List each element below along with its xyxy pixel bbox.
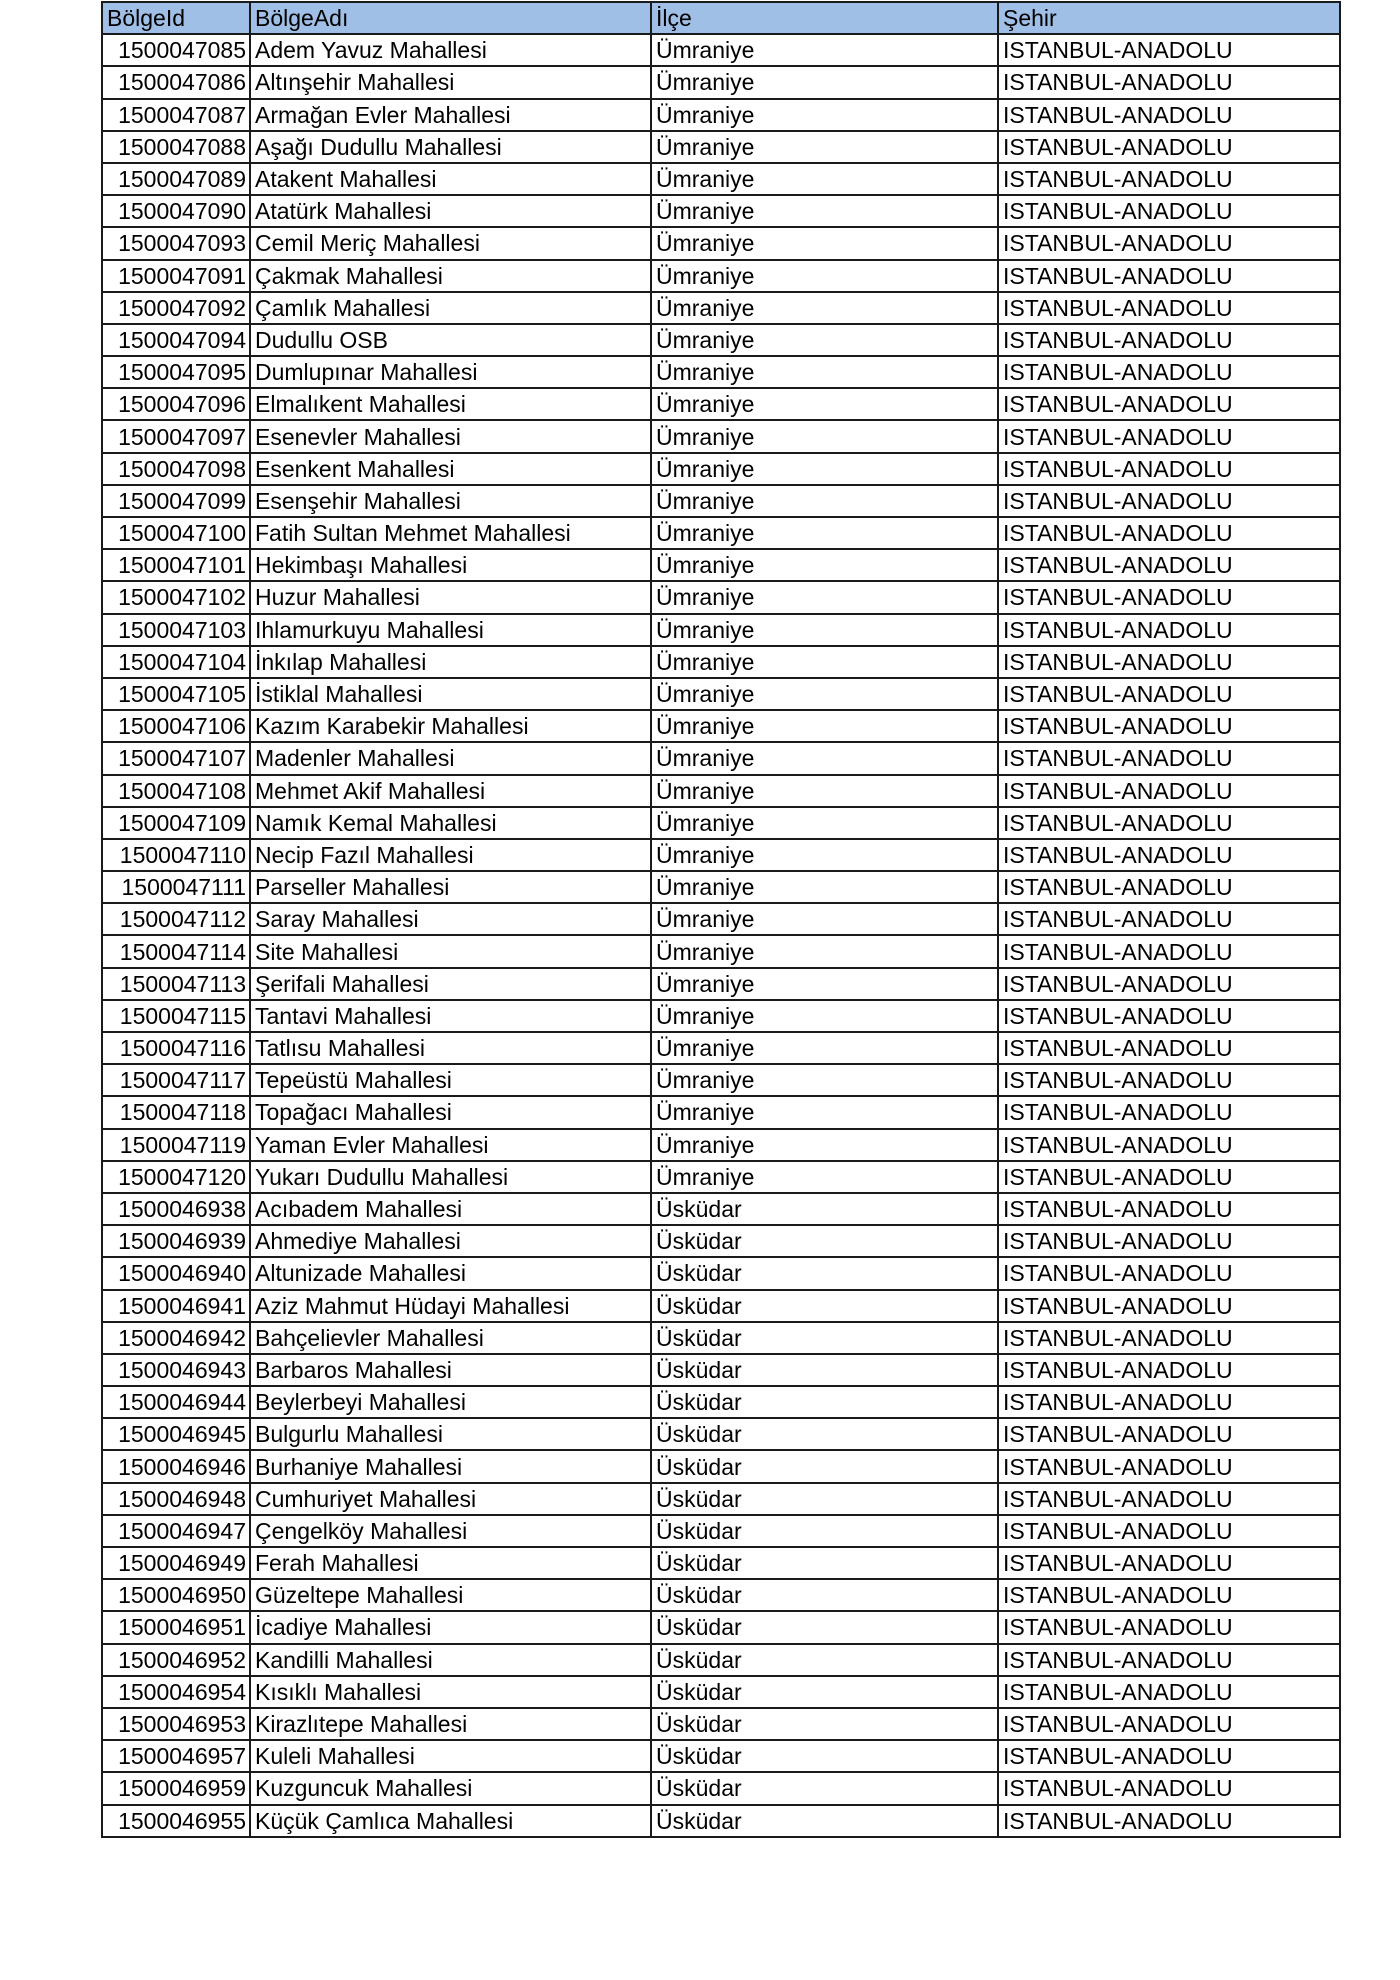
cell-sehir: ISTANBUL-ANADOLU [998,1708,1340,1740]
cell-sehir: ISTANBUL-ANADOLU [998,1772,1340,1804]
cell-bolge-adi: Güzeltepe Mahallesi [250,1579,651,1611]
table-row [102,485,1340,517]
cell-bolge-id: 1500046943 [102,1354,250,1386]
cell-sehir: ISTANBUL-ANADOLU [998,517,1340,549]
cell-bolge-id: 1500047104 [102,646,250,678]
header-bolge-id: BölgeId [102,2,250,34]
table-row [102,1740,1340,1772]
cell-sehir: ISTANBUL-ANADOLU [998,1161,1340,1193]
cell-ilce: Üsküdar [651,1805,998,1837]
cell-bolge-adi: Kandilli Mahallesi [250,1644,651,1676]
table-row [102,163,1340,195]
cell-bolge-id: 1500046946 [102,1450,250,1482]
cell-bolge-id: 1500047117 [102,1064,250,1096]
cell-bolge-adi: Ihlamurkuyu Mahallesi [250,614,651,646]
cell-sehir: ISTANBUL-ANADOLU [998,1354,1340,1386]
cell-sehir: ISTANBUL-ANADOLU [998,710,1340,742]
cell-bolge-adi: Madenler Mahallesi [250,742,651,774]
cell-ilce: Ümraniye [651,324,998,356]
table-row [102,1000,1340,1032]
cell-sehir: ISTANBUL-ANADOLU [998,1193,1340,1225]
cell-ilce: Ümraniye [651,839,998,871]
table-row [102,1708,1340,1740]
cell-ilce: Ümraniye [651,1096,998,1128]
cell-bolge-adi: Topağacı Mahallesi [250,1096,651,1128]
table-row [102,66,1340,98]
table-row [102,968,1340,1000]
cell-bolge-adi: Küçük Çamlıca Mahallesi [250,1805,651,1837]
cell-bolge-adi: Acıbadem Mahallesi [250,1193,651,1225]
cell-ilce: Ümraniye [651,260,998,292]
cell-bolge-adi: Yaman Evler Mahallesi [250,1129,651,1161]
header-ilce: İlçe [651,2,998,34]
cell-bolge-adi: Barbaros Mahallesi [250,1354,651,1386]
cell-bolge-id: 1500047096 [102,388,250,420]
table-row [102,1257,1340,1289]
cell-bolge-adi: Dumlupınar Mahallesi [250,356,651,388]
cell-ilce: Üsküdar [651,1354,998,1386]
table-row [102,517,1340,549]
cell-sehir: ISTANBUL-ANADOLU [998,292,1340,324]
cell-ilce: Ümraniye [651,227,998,259]
cell-ilce: Ümraniye [651,807,998,839]
cell-bolge-id: 1500047108 [102,775,250,807]
cell-sehir: ISTANBUL-ANADOLU [998,420,1340,452]
cell-sehir: ISTANBUL-ANADOLU [998,1547,1340,1579]
header-row [102,2,1340,34]
table-row [102,1611,1340,1643]
cell-bolge-id: 1500047113 [102,968,250,1000]
table-row [102,710,1340,742]
table-row [102,1386,1340,1418]
cell-bolge-id: 1500046945 [102,1418,250,1450]
cell-bolge-id: 1500046949 [102,1547,250,1579]
cell-ilce: Ümraniye [651,549,998,581]
cell-bolge-adi: Elmalıkent Mahallesi [250,388,651,420]
cell-bolge-id: 1500047119 [102,1129,250,1161]
cell-ilce: Ümraniye [651,935,998,967]
cell-bolge-id: 1500046941 [102,1290,250,1322]
cell-ilce: Ümraniye [651,66,998,98]
cell-sehir: ISTANBUL-ANADOLU [998,1257,1340,1289]
cell-ilce: Ümraniye [651,646,998,678]
table-row [102,1161,1340,1193]
cell-bolge-adi: Esenkent Mahallesi [250,453,651,485]
cell-bolge-adi: İnkılap Mahallesi [250,646,651,678]
table-row [102,195,1340,227]
cell-ilce: Ümraniye [651,131,998,163]
table-row [102,1096,1340,1128]
cell-bolge-adi: Fatih Sultan Mehmet Mahallesi [250,517,651,549]
cell-bolge-id: 1500046942 [102,1322,250,1354]
cell-ilce: Üsküdar [651,1676,998,1708]
cell-ilce: Ümraniye [651,517,998,549]
cell-bolge-id: 1500046957 [102,1740,250,1772]
cell-bolge-adi: Aziz Mahmut Hüdayi Mahallesi [250,1290,651,1322]
table-row [102,742,1340,774]
cell-bolge-adi: Esenevler Mahallesi [250,420,651,452]
table-row [102,292,1340,324]
cell-bolge-adi: Altınşehir Mahallesi [250,66,651,98]
table-row [102,34,1340,66]
cell-ilce: Ümraniye [651,742,998,774]
cell-ilce: Ümraniye [651,485,998,517]
cell-bolge-id: 1500046953 [102,1708,250,1740]
cell-bolge-adi: İcadiye Mahallesi [250,1611,651,1643]
cell-sehir: ISTANBUL-ANADOLU [998,260,1340,292]
cell-bolge-adi: Kısıklı Mahallesi [250,1676,651,1708]
cell-sehir: ISTANBUL-ANADOLU [998,935,1340,967]
cell-ilce: Üsküdar [651,1547,998,1579]
cell-sehir: ISTANBUL-ANADOLU [998,227,1340,259]
cell-bolge-adi: Ferah Mahallesi [250,1547,651,1579]
table-row [102,1515,1340,1547]
cell-bolge-adi: Atatürk Mahallesi [250,195,651,227]
cell-ilce: Ümraniye [651,453,998,485]
cell-bolge-adi: Cemil Meriç Mahallesi [250,227,651,259]
table-row [102,549,1340,581]
cell-ilce: Üsküdar [651,1450,998,1482]
cell-bolge-id: 1500047107 [102,742,250,774]
table-row [102,227,1340,259]
table-row [102,1644,1340,1676]
cell-bolge-adi: Beylerbeyi Mahallesi [250,1386,651,1418]
cell-ilce: Ümraniye [651,581,998,613]
cell-bolge-id: 1500047091 [102,260,250,292]
cell-sehir: ISTANBUL-ANADOLU [998,1676,1340,1708]
cell-bolge-adi: Ahmediye Mahallesi [250,1225,651,1257]
cell-ilce: Üsküdar [651,1740,998,1772]
cell-bolge-id: 1500047089 [102,163,250,195]
cell-sehir: ISTANBUL-ANADOLU [998,549,1340,581]
cell-bolge-id: 1500047097 [102,420,250,452]
table-row [102,1354,1340,1386]
cell-sehir: ISTANBUL-ANADOLU [998,356,1340,388]
cell-bolge-adi: Çakmak Mahallesi [250,260,651,292]
cell-bolge-adi: Dudullu OSB [250,324,651,356]
table-row [102,678,1340,710]
cell-bolge-adi: Atakent Mahallesi [250,163,651,195]
cell-ilce: Ümraniye [651,1032,998,1064]
table-row [102,1225,1340,1257]
cell-sehir: ISTANBUL-ANADOLU [998,1515,1340,1547]
table-header [102,2,1340,34]
cell-ilce: Ümraniye [651,356,998,388]
cell-bolge-id: 1500047100 [102,517,250,549]
table-row [102,1290,1340,1322]
cell-sehir: ISTANBUL-ANADOLU [998,1225,1340,1257]
table-row [102,1772,1340,1804]
cell-ilce: Ümraniye [651,195,998,227]
table-row [102,903,1340,935]
cell-ilce: Ümraniye [651,871,998,903]
cell-sehir: ISTANBUL-ANADOLU [998,1096,1340,1128]
table-row [102,356,1340,388]
cell-bolge-id: 1500046950 [102,1579,250,1611]
cell-sehir: ISTANBUL-ANADOLU [998,1064,1340,1096]
cell-bolge-adi: Necip Fazıl Mahallesi [250,839,651,871]
table-row [102,871,1340,903]
cell-ilce: Üsküdar [651,1483,998,1515]
cell-bolge-adi: Bulgurlu Mahallesi [250,1418,651,1450]
cell-sehir: ISTANBUL-ANADOLU [998,1450,1340,1482]
table-row [102,1129,1340,1161]
cell-bolge-adi: Altunizade Mahallesi [250,1257,651,1289]
table-row [102,1547,1340,1579]
cell-ilce: Üsküdar [651,1418,998,1450]
cell-bolge-id: 1500047090 [102,195,250,227]
cell-ilce: Ümraniye [651,1064,998,1096]
cell-bolge-adi: Armağan Evler Mahallesi [250,99,651,131]
cell-ilce: Üsküdar [651,1611,998,1643]
cell-bolge-adi: Tepeüstü Mahallesi [250,1064,651,1096]
cell-bolge-adi: Kuleli Mahallesi [250,1740,651,1772]
cell-ilce: Ümraniye [651,1129,998,1161]
cell-sehir: ISTANBUL-ANADOLU [998,324,1340,356]
cell-sehir: ISTANBUL-ANADOLU [998,1418,1340,1450]
cell-sehir: ISTANBUL-ANADOLU [998,1805,1340,1837]
table-row [102,1064,1340,1096]
cell-ilce: Ümraniye [651,678,998,710]
cell-bolge-id: 1500046954 [102,1676,250,1708]
table-body [102,34,1340,1837]
cell-bolge-id: 1500047115 [102,1000,250,1032]
cell-ilce: Ümraniye [651,99,998,131]
cell-bolge-adi: Adem Yavuz Mahallesi [250,34,651,66]
cell-bolge-adi: Parseller Mahallesi [250,871,651,903]
cell-bolge-id: 1500047103 [102,614,250,646]
cell-bolge-adi: Çengelköy Mahallesi [250,1515,651,1547]
cell-ilce: Üsküdar [651,1644,998,1676]
cell-sehir: ISTANBUL-ANADOLU [998,1032,1340,1064]
table-row [102,420,1340,452]
cell-bolge-id: 1500047118 [102,1096,250,1128]
cell-bolge-id: 1500046940 [102,1257,250,1289]
cell-ilce: Ümraniye [651,1161,998,1193]
cell-ilce: Ümraniye [651,903,998,935]
cell-bolge-id: 1500047087 [102,99,250,131]
cell-ilce: Ümraniye [651,163,998,195]
cell-ilce: Üsküdar [651,1515,998,1547]
cell-sehir: ISTANBUL-ANADOLU [998,1483,1340,1515]
cell-sehir: ISTANBUL-ANADOLU [998,678,1340,710]
cell-bolge-adi: Bahçelievler Mahallesi [250,1322,651,1354]
cell-bolge-id: 1500047099 [102,485,250,517]
cell-bolge-id: 1500047086 [102,66,250,98]
table-row [102,935,1340,967]
table-row [102,324,1340,356]
cell-bolge-id: 1500047093 [102,227,250,259]
cell-bolge-id: 1500046959 [102,1772,250,1804]
cell-sehir: ISTANBUL-ANADOLU [998,66,1340,98]
cell-sehir: ISTANBUL-ANADOLU [998,871,1340,903]
cell-bolge-id: 1500047120 [102,1161,250,1193]
cell-ilce: Ümraniye [651,1000,998,1032]
cell-sehir: ISTANBUL-ANADOLU [998,388,1340,420]
cell-bolge-id: 1500047094 [102,324,250,356]
cell-bolge-id: 1500046951 [102,1611,250,1643]
cell-sehir: ISTANBUL-ANADOLU [998,1290,1340,1322]
cell-sehir: ISTANBUL-ANADOLU [998,1322,1340,1354]
table-row [102,388,1340,420]
cell-sehir: ISTANBUL-ANADOLU [998,968,1340,1000]
cell-ilce: Üsküdar [651,1225,998,1257]
table-row [102,1579,1340,1611]
table-row [102,453,1340,485]
cell-sehir: ISTANBUL-ANADOLU [998,131,1340,163]
cell-sehir: ISTANBUL-ANADOLU [998,1000,1340,1032]
table-row [102,99,1340,131]
cell-ilce: Ümraniye [651,420,998,452]
cell-bolge-adi: Şerifali Mahallesi [250,968,651,1000]
table-row [102,1032,1340,1064]
cell-bolge-id: 1500047095 [102,356,250,388]
cell-sehir: ISTANBUL-ANADOLU [998,99,1340,131]
cell-bolge-id: 1500046944 [102,1386,250,1418]
table-row [102,1676,1340,1708]
cell-ilce: Üsküdar [651,1772,998,1804]
cell-ilce: Üsküdar [651,1579,998,1611]
table-row [102,614,1340,646]
cell-bolge-adi: Namık Kemal Mahallesi [250,807,651,839]
cell-ilce: Üsküdar [651,1708,998,1740]
cell-bolge-id: 1500046947 [102,1515,250,1547]
cell-ilce: Ümraniye [651,710,998,742]
region-table [101,1,1341,1838]
cell-sehir: ISTANBUL-ANADOLU [998,1386,1340,1418]
cell-ilce: Ümraniye [651,614,998,646]
cell-sehir: ISTANBUL-ANADOLU [998,581,1340,613]
cell-ilce: Ümraniye [651,292,998,324]
cell-bolge-adi: Site Mahallesi [250,935,651,967]
cell-bolge-adi: Çamlık Mahallesi [250,292,651,324]
cell-sehir: ISTANBUL-ANADOLU [998,1129,1340,1161]
cell-bolge-adi: Kuzguncuk Mahallesi [250,1772,651,1804]
cell-bolge-id: 1500047106 [102,710,250,742]
table-row [102,1450,1340,1482]
cell-sehir: ISTANBUL-ANADOLU [998,614,1340,646]
cell-bolge-adi: Saray Mahallesi [250,903,651,935]
cell-bolge-id: 1500047105 [102,678,250,710]
cell-sehir: ISTANBUL-ANADOLU [998,1644,1340,1676]
cell-ilce: Üsküdar [651,1290,998,1322]
cell-ilce: Üsküdar [651,1322,998,1354]
cell-bolge-adi: Mehmet Akif Mahallesi [250,775,651,807]
cell-sehir: ISTANBUL-ANADOLU [998,453,1340,485]
table-row [102,260,1340,292]
table-row [102,1483,1340,1515]
cell-bolge-id: 1500047112 [102,903,250,935]
cell-sehir: ISTANBUL-ANADOLU [998,485,1340,517]
cell-ilce: Üsküdar [651,1257,998,1289]
cell-bolge-id: 1500047092 [102,292,250,324]
cell-bolge-adi: Kirazlıtepe Mahallesi [250,1708,651,1740]
header-bolge-adi: BölgeAdı [250,2,651,34]
cell-sehir: ISTANBUL-ANADOLU [998,839,1340,871]
cell-bolge-id: 1500046952 [102,1644,250,1676]
cell-bolge-adi: Esenşehir Mahallesi [250,485,651,517]
cell-bolge-id: 1500046939 [102,1225,250,1257]
cell-sehir: ISTANBUL-ANADOLU [998,34,1340,66]
table-row [102,839,1340,871]
cell-bolge-adi: Yukarı Dudullu Mahallesi [250,1161,651,1193]
cell-bolge-adi: Aşağı Dudullu Mahallesi [250,131,651,163]
cell-sehir: ISTANBUL-ANADOLU [998,1579,1340,1611]
table-row [102,807,1340,839]
cell-bolge-id: 1500047098 [102,453,250,485]
cell-sehir: ISTANBUL-ANADOLU [998,195,1340,227]
cell-sehir: ISTANBUL-ANADOLU [998,742,1340,774]
table-row [102,581,1340,613]
table-row [102,131,1340,163]
cell-bolge-id: 1500047111 [102,871,250,903]
table-row [102,1193,1340,1225]
cell-bolge-adi: Hekimbaşı Mahallesi [250,549,651,581]
cell-bolge-adi: Huzur Mahallesi [250,581,651,613]
cell-bolge-adi: Tantavi Mahallesi [250,1000,651,1032]
table-row [102,1418,1340,1450]
cell-bolge-adi: Cumhuriyet Mahallesi [250,1483,651,1515]
cell-sehir: ISTANBUL-ANADOLU [998,163,1340,195]
cell-bolge-id: 1500047085 [102,34,250,66]
cell-bolge-adi: Burhaniye Mahallesi [250,1450,651,1482]
cell-sehir: ISTANBUL-ANADOLU [998,903,1340,935]
cell-sehir: ISTANBUL-ANADOLU [998,646,1340,678]
cell-bolge-adi: Kazım Karabekir Mahallesi [250,710,651,742]
cell-bolge-id: 1500047110 [102,839,250,871]
cell-bolge-id: 1500046938 [102,1193,250,1225]
cell-sehir: ISTANBUL-ANADOLU [998,1611,1340,1643]
cell-bolge-id: 1500047116 [102,1032,250,1064]
table-row [102,775,1340,807]
cell-bolge-adi: İstiklal Mahallesi [250,678,651,710]
cell-ilce: Üsküdar [651,1193,998,1225]
cell-bolge-id: 1500047088 [102,131,250,163]
cell-ilce: Ümraniye [651,34,998,66]
cell-bolge-id: 1500047101 [102,549,250,581]
cell-sehir: ISTANBUL-ANADOLU [998,1740,1340,1772]
cell-sehir: ISTANBUL-ANADOLU [998,775,1340,807]
cell-bolge-id: 1500047102 [102,581,250,613]
cell-bolge-id: 1500046948 [102,1483,250,1515]
cell-ilce: Ümraniye [651,388,998,420]
cell-bolge-id: 1500047109 [102,807,250,839]
cell-bolge-id: 1500046955 [102,1805,250,1837]
table-row [102,646,1340,678]
table-row [102,1805,1340,1837]
cell-ilce: Ümraniye [651,968,998,1000]
cell-bolge-id: 1500047114 [102,935,250,967]
cell-sehir: ISTANBUL-ANADOLU [998,807,1340,839]
cell-ilce: Ümraniye [651,775,998,807]
header-sehir: Şehir [998,2,1340,34]
table-row [102,1322,1340,1354]
cell-bolge-adi: Tatlısu Mahallesi [250,1032,651,1064]
cell-ilce: Üsküdar [651,1386,998,1418]
